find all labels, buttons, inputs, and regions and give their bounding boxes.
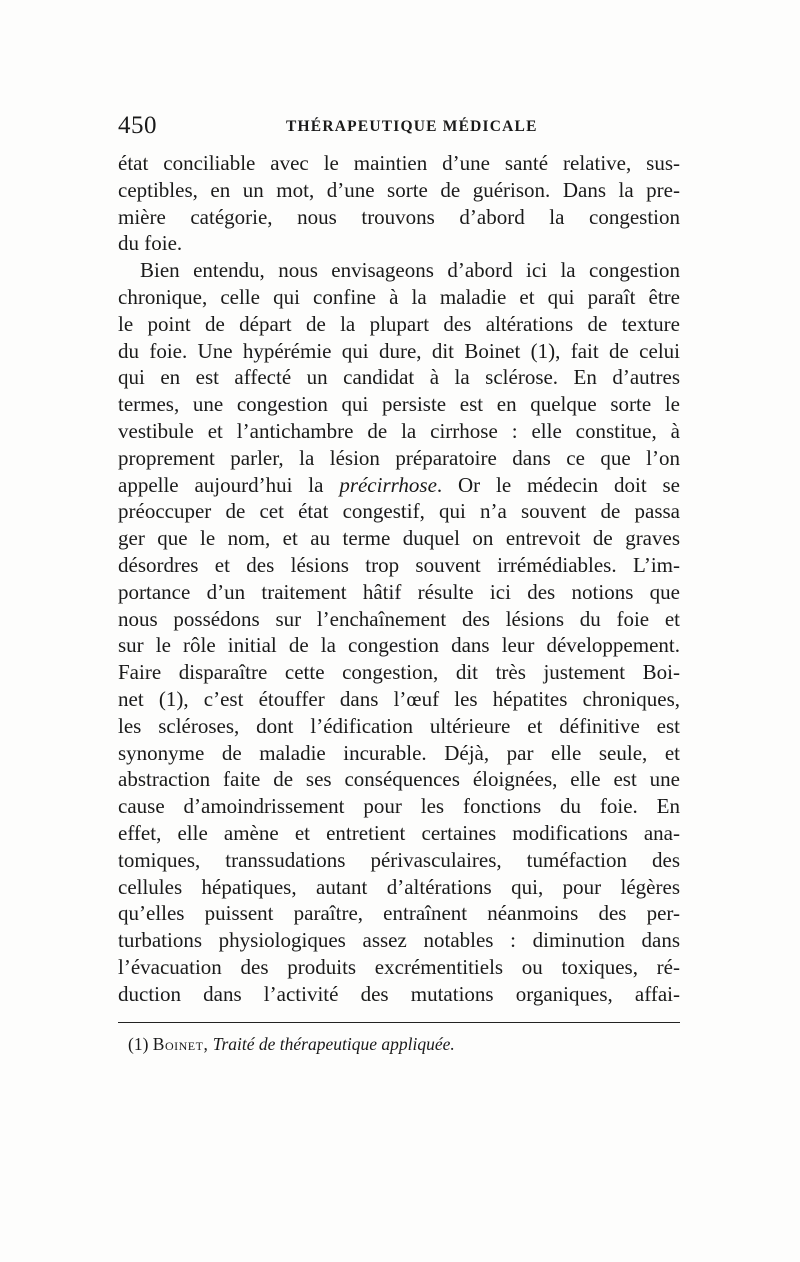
italic-term: précirrhose [339, 472, 437, 497]
page-number: 450 [118, 112, 157, 139]
text-line: cause d’amoindrissement pour les fonctions du foie. En [118, 794, 680, 819]
text-line: Faire disparaître cette congestion, dit très justement Boi- [118, 660, 680, 685]
text-line: ceptibles, en un mot, d’une sorte de guérison. Dans la pre- [118, 177, 680, 202]
text-line: chronique, celle qui confine à la maladie et qui paraît être [118, 284, 680, 309]
running-title: THÉRAPEUTIQUE MÉDICALE [286, 118, 538, 135]
text-line: effet, elle amène et entretient certaines modifications ana- [118, 820, 680, 845]
text-line: termes, une congestion qui persiste est en quelque sorte le [118, 392, 680, 417]
text-line: mière catégorie, nous trouvons d’abord la congestion [118, 204, 680, 229]
text-line: les scléroses, dont l’édification ultérieure et définitive est [118, 713, 680, 738]
text-line: nous possédons sur l’enchaînement des lésions du foie et [118, 606, 680, 631]
text-line: le point de départ de la plupart des altérations de texture [118, 311, 680, 336]
text-line: abstraction faite de ses conséquences éloignées, elle est une [118, 767, 680, 792]
text-line: synonyme de maladie incurable. Déjà, par elle seule, et [118, 740, 680, 765]
running-head [118, 112, 680, 142]
text-line-precirrhose [118, 472, 680, 499]
text-line: portance d’un traitement hâtif résulte ici des notions que [118, 579, 680, 604]
footnote-author: Boinet, [152, 1034, 209, 1054]
paragraph-1 [118, 150, 680, 257]
text-line: sur le rôle initial de la congestion dans leur développement. [118, 633, 680, 658]
text-line: du foie. Une hypérémie qui dure, dit Boinet (1), fait de celui [118, 338, 680, 363]
text-line: qu’elles puissent paraître, entraînent néanmoins des per- [118, 901, 680, 926]
text-line: Bien entendu, nous envisageons d’abord ici la congestion [140, 258, 680, 283]
footnote-marker: (1) [128, 1034, 149, 1054]
footnote-work: Traité de thérapeutique appliquée. [212, 1034, 455, 1054]
text-line: tomiques, transsudations périvasculaires, tuméfaction des [118, 847, 680, 872]
text-line: net (1), c’est étouffer dans l’œuf les hépatites chroniques, [118, 686, 680, 711]
text-fragment: appelle aujourd’hui la [118, 472, 340, 497]
text-line: cellules hépatiques, autant d’altérations qui, pour légères [118, 874, 680, 899]
text-line: du foie. [118, 231, 183, 256]
text-line: turbations physiologiques assez notables : diminution dans [118, 928, 680, 953]
text-line: désordres et des lésions trop souvent irrémédiables. L’im- [118, 552, 680, 577]
body-text [118, 150, 680, 1008]
text-line: duction dans l’activité des mutations organiques, affai- [118, 981, 680, 1006]
text-line: qui en est affecté un candidat à la sclérose. En d’autres [118, 365, 680, 390]
text-line: vestibule et l’antichambre de la cirrhose : elle constitue, à [118, 418, 680, 443]
footnote [128, 1034, 680, 1055]
text-line: état conciliable avec le maintien d’une santé relative, sus- [118, 151, 680, 175]
text-line: proprement parler, la lésion préparatoire dans ce que l’on [118, 445, 680, 470]
text-line: l’évacuation des produits excrémentitiels ou toxiques, ré- [118, 954, 680, 979]
text-line: ger que le nom, et au terme duquel on entrevoit de graves [118, 526, 680, 551]
text-line: préoccuper de cet état congestif, qui n’a souvent de passa [118, 499, 680, 524]
footnote-divider [118, 1022, 680, 1023]
paragraph-2 [118, 257, 680, 1007]
text-fragment: . Or le médecin doit se [436, 472, 681, 497]
